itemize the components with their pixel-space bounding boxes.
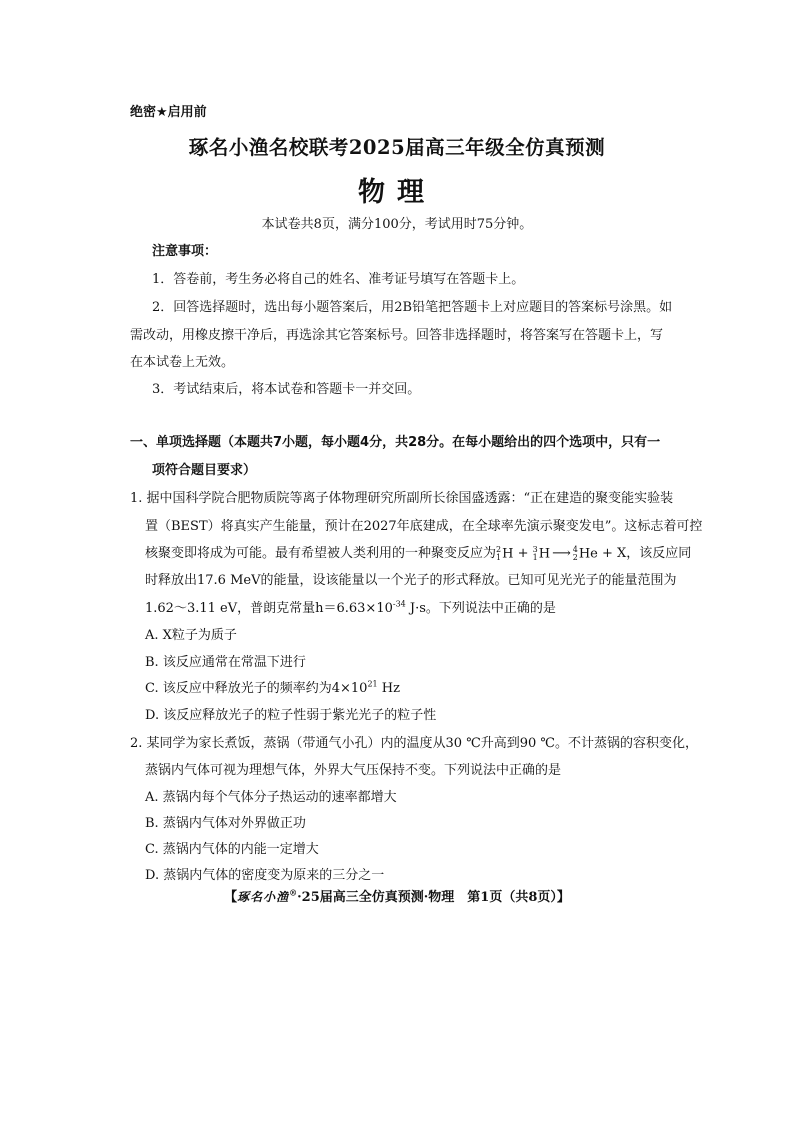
exam-title: 琢名小渔名校联考2025届高三年级全仿真预测 xyxy=(188,136,606,159)
q1-option-b: B. 该反应通常在常温下进行 xyxy=(145,655,306,670)
nuclide-helium: 4 2 He xyxy=(572,544,598,562)
subject-title: 物理 xyxy=(358,177,436,208)
nuclide-tritium: 3 1 H xyxy=(532,544,551,562)
section-1-heading-line-1: 一、单项选择题（本题共7小题，每小题4分，共28分。在每小题给出的四个选项中，只有一 xyxy=(130,435,661,450)
notice-item-2-line-1: 2．回答选择题时，选出每小题答案后，用2B铅笔把答题卡上对应题目的答案标号涂黑。如 xyxy=(152,300,673,315)
q1-stem-line-3-end: ，该反应同 xyxy=(626,546,692,561)
registered-mark: ® xyxy=(289,887,298,898)
q1-stem-line-1: 1. 据中国科学院合肥物质院等离子体物理研究所副所长徐国盛透露：“正在建造的聚变能实验装 xyxy=(130,491,674,506)
q2-option-c: C. 蒸锅内气体的内能一定增大 xyxy=(145,842,319,857)
q1-option-c: C. 该反应中释放光子的频率约为$4\times 10^{21}$ Hz xyxy=(145,679,400,696)
q1-stem-line-4: 时释放出17.6 MeV的能量，设该能量以一个光子的形式释放。已知可见光光子的能量范围为 xyxy=(145,573,677,588)
notice-item-2-line-3: 在本试卷上无效。 xyxy=(130,355,235,370)
q2-option-a: A. 蒸锅内每个气体分子热运动的速率都增大 xyxy=(145,790,397,805)
section-1-heading-line-2: 项符合题目要求） xyxy=(152,463,257,478)
reaction-arrow-icon: ⟶ xyxy=(552,546,571,561)
plus-x: + X xyxy=(601,546,627,561)
q1-option-d: D. 该反应释放光子的粒子性弱于紫光光子的粒子性 xyxy=(145,708,437,723)
plus-sign: + xyxy=(517,546,529,561)
notice-heading: 注意事项： xyxy=(152,244,218,259)
q1-stem-line-3 xyxy=(145,542,691,562)
notice-item-1: 1．答卷前，考生务必将自己的姓名、准考证号填写在答题卡上。 xyxy=(152,272,525,287)
q2-stem-line-1: 2. 某同学为家长煮饭，蒸锅（带通气小孔）内的温度从30 ℃升高到90 ℃。不计蒸锅的容积变化， xyxy=(130,736,698,751)
q1-option-a: A. X粒子为质子 xyxy=(145,628,237,643)
brand-logo: 琢名小渔 xyxy=(237,890,290,904)
exam-info: 本试卷共8页，满分100分，考试用时75分钟。 xyxy=(261,217,533,232)
q1-stem-line-2: 置（BEST）将真实产生能量，预计在2027年底建成，在全球率先演示聚变发电”。这标志着可控 xyxy=(145,519,703,534)
q1-stem-line-3-text: 核聚变即将成为可能。最有希望被人类利用的一种聚变反应为 xyxy=(145,546,497,561)
footer-text: ·25届高三全仿真预测·物理 第1页（共8页） xyxy=(297,890,557,905)
q2-option-d: D. 蒸锅内气体的密度变为原来的三分之一 xyxy=(145,868,385,883)
q1-stem-line-5: 1.62～3.11 eV，普朗克常量$h=6.63\times 10^{-34}$ J·s。下列说法中正确的是 xyxy=(145,599,556,616)
q2-option-b: B. 蒸锅内气体对外界做正功 xyxy=(145,816,306,831)
notice-item-3: 3．考试结束后，将本试卷和答题卡一并交回。 xyxy=(152,382,421,397)
nuclide-deuterium: 2 1 H xyxy=(496,544,514,562)
notice-item-2-line-2: 需改动，用橡皮擦干净后，再选涂其它答案标号。回答非选择题时，将答案写在答题卡上，写 xyxy=(130,328,664,343)
secret-label: 绝密★启用前 xyxy=(130,105,207,120)
q2-stem-line-2: 蒸锅内气体可视为理想气体，外界大气压保持不变。下列说法中正确的是 xyxy=(145,763,562,778)
page-footer: 【琢名小渔®·25届高三全仿真预测·物理 第1页（共8页）】 xyxy=(224,887,570,905)
